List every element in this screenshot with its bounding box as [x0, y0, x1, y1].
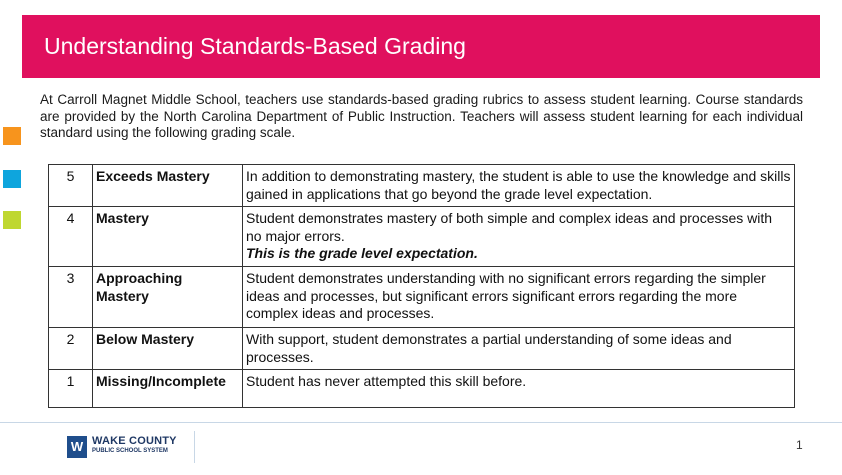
logo-wordmark-top: WAKE COUNTY — [92, 435, 177, 447]
table-row — [49, 370, 795, 408]
wake-county-logo — [64, 433, 194, 463]
score-cell: 2 — [49, 328, 93, 370]
level-label: Exceeds Mastery — [93, 165, 243, 207]
table-row — [49, 328, 795, 370]
level-label: Below Mastery — [93, 328, 243, 370]
grade-level-expectation: This is the grade level expectation. — [246, 245, 478, 261]
table-row — [49, 207, 795, 267]
logo-divider — [194, 431, 195, 463]
orange-accent-square — [3, 127, 21, 145]
level-label: Mastery — [93, 207, 243, 267]
title-bar — [22, 15, 820, 78]
wcpss-logo-icon: W — [67, 436, 87, 458]
score-cell: 3 — [49, 267, 93, 328]
slide-title: Understanding Standards-Based Grading — [44, 33, 466, 59]
score-cell: 4 — [49, 207, 93, 267]
level-description: With support, student demonstrates a partial understanding of some ideas and processes. — [243, 328, 795, 370]
footer-divider-line — [0, 422, 842, 423]
level-label: Missing/Incomplete — [93, 370, 243, 408]
table-row — [49, 267, 795, 328]
level-description: Student demonstrates mastery of both simple and complex ideas and processes with no major errors. — [246, 210, 773, 244]
blue-accent-square — [3, 170, 21, 188]
intro-paragraph: At Carroll Magnet Middle School, teachers use standards-based grading rubrics to assess student learning. Course standards are provided by the North Carolina Department of Public Instruction. Teachers will assess student learning for each individual standard using the following grading scale. — [40, 92, 803, 140]
table-row — [49, 165, 795, 207]
level-description: Student demonstrates understanding with no significant errors regarding the simpler ideas and processes, but significant errors significant errors regarding the more complex ideas and processes. — [243, 267, 795, 328]
page-number: 1 — [796, 438, 803, 452]
score-cell: 5 — [49, 165, 93, 207]
level-label: Approaching Mastery — [93, 267, 243, 328]
level-description: Student has never attempted this skill before. — [243, 370, 795, 408]
green-accent-square — [3, 211, 21, 229]
logo-wordmark-bottom: PUBLIC SCHOOL SYSTEM — [92, 448, 168, 454]
score-cell: 1 — [49, 370, 93, 408]
grading-scale-table — [48, 164, 795, 408]
level-description-cell — [243, 207, 795, 267]
level-description: In addition to demonstrating mastery, the student is able to use the knowledge and skills gained in applications that go beyond the grade level expectation. — [243, 165, 795, 207]
